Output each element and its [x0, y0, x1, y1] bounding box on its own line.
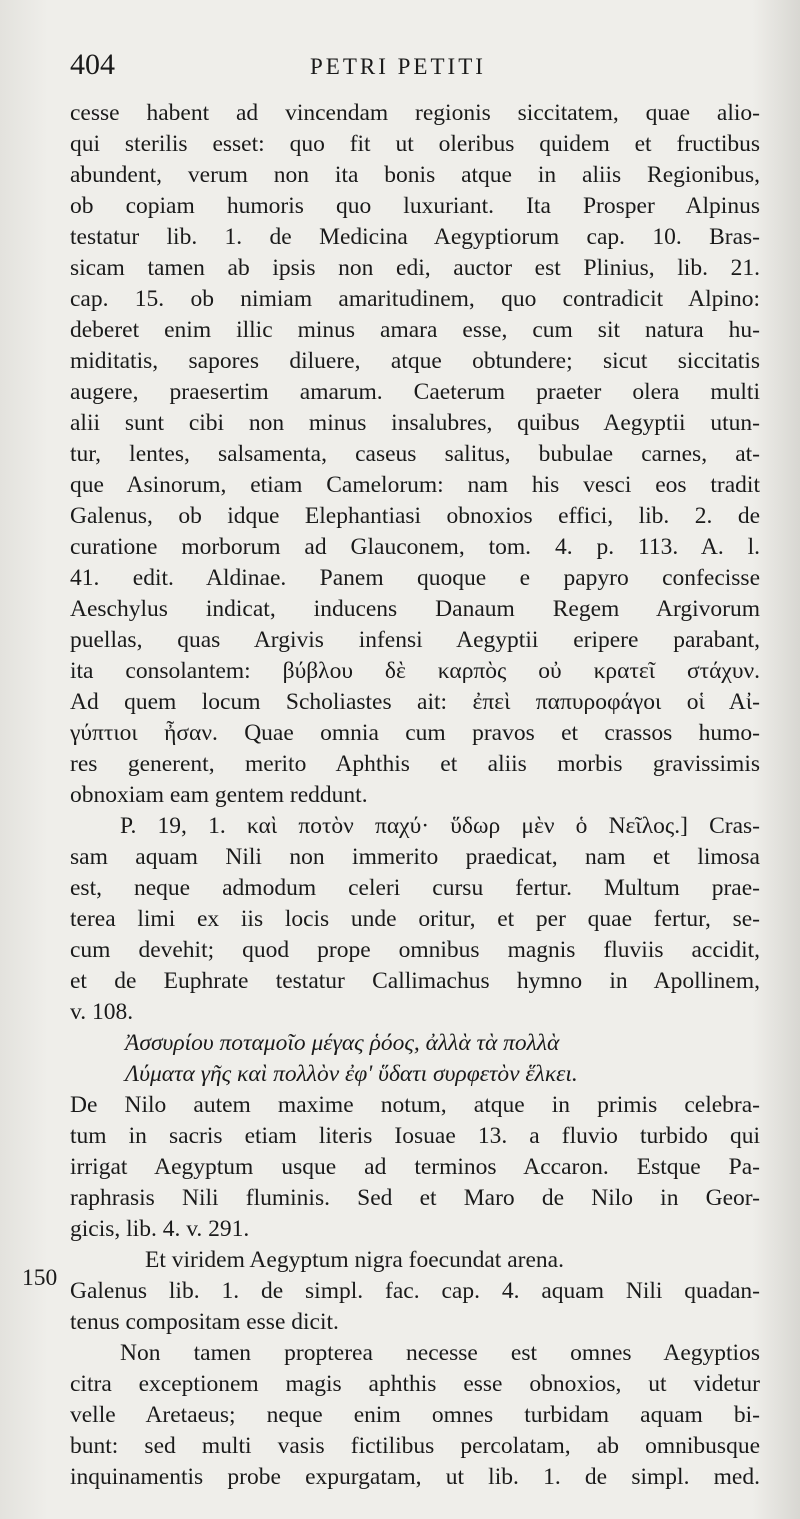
text-line: sicam tamen ab ipsis non edi, auctor est Plinius, lib. 21.	[70, 255, 760, 281]
text-line: velle Aretaeus; neque enim omnes turbidam aquam bi-	[70, 1402, 760, 1428]
text-line: est, neque admodum celeri cursu fertur. Multum prae-	[70, 875, 760, 901]
text-line: raphrasis Nili fluminis. Sed et Maro de Nilo in Geor-	[70, 1185, 760, 1211]
text-line: irrigat Aegyptum usque ad terminos Accaron. Estque Pa-	[70, 1154, 760, 1180]
margin-line-number: 150	[22, 1265, 58, 1291]
text-line: 41. edit. Aldinae. Panem quoque e papyro confecisse	[70, 565, 760, 591]
text-line: terea limi ex iis locis unde oritur, et per quae fertur, se-	[70, 906, 760, 932]
text-line: P. 19, 1. καὶ ποτὸν παχύ· ὕδωρ μὲν ὁ Νεῖλος.] Cras-	[120, 813, 760, 839]
text-line: augere, praesertim amarum. Caeterum praeter olera multi	[70, 379, 760, 405]
text-line: Et viridem Aegyptum nigra foecundat arena.	[145, 1247, 564, 1273]
text-line: deberet enim illic minus amara esse, cum sit natura hu-	[70, 317, 760, 343]
page-number: 404	[70, 48, 115, 81]
text-line: cum devehit; quod prope omnibus magnis fluviis accidit,	[70, 937, 760, 963]
text-line: cesse habent ad vincendam regionis siccitatem, quae alio-	[70, 100, 760, 126]
body-text	[70, 98, 760, 1493]
text-line: Λύματα γῆς καὶ πολλὸν ἐφ' ὕδατι συρφετὸν ἕλκει.	[125, 1061, 578, 1087]
text-line: tum in sacris etiam literis Iosuae 13. a fluvio turbido qui	[70, 1123, 760, 1149]
text-line: inquinamentis probe expurgatam, ut lib. 1. de simpl. med.	[70, 1464, 760, 1490]
text-line: Ἀσσυρίου ποταμοῖο μέγας ῥόος, ἀλλὰ τὰ πολλὰ	[125, 1030, 560, 1056]
text-line: Galenus lib. 1. de simpl. fac. cap. 4. aquam Nili quadan-	[70, 1278, 760, 1304]
page-header	[70, 48, 760, 88]
text-line: res generent, merito Aphthis et aliis morbis gravissimis	[70, 751, 760, 777]
text-line: citra exceptionem magis aphthis esse obnoxios, ut videtur	[70, 1371, 760, 1397]
text-line: miditatis, sapores diluere, atque obtundere; sicut siccitatis	[70, 348, 760, 374]
text-line: gicis, lib. 4. v. 291.	[70, 1216, 250, 1242]
text-line: testatur lib. 1. de Medicina Aegyptiorum cap. 10. Bras-	[70, 224, 760, 250]
text-line: tur, lentes, salsamenta, caseus salitus, bubulae carnes, at-	[70, 441, 760, 467]
text-line: v. 108.	[70, 999, 134, 1025]
text-line: obnoxiam eam gentem reddunt.	[70, 782, 368, 808]
text-line: puellas, quas Argivis infensi Aegyptii eripere parabant,	[70, 627, 760, 653]
text-line: cap. 15. ob nimiam amaritudinem, quo contradicit Alpino:	[70, 286, 760, 312]
text-line: Galenus, ob idque Elephantiasi obnoxios effici, lib. 2. de	[70, 503, 760, 529]
text-line: Aeschylus indicat, inducens Danaum Regem Argivorum	[70, 596, 760, 622]
text-line: abundent, verum non ita bonis atque in aliis Regionibus,	[70, 162, 760, 188]
text-line: et de Euphrate testatur Callimachus hymno in Apollinem,	[70, 968, 760, 994]
text-line: Non tamen propterea necesse est omnes Aegyptios	[120, 1340, 760, 1366]
text-line: De Nilo autem maxime notum, atque in primis celebra-	[70, 1092, 760, 1118]
running-head: PETRI PETITI	[310, 54, 486, 79]
text-line: curatione morborum ad Glauconem, tom. 4. p. 113. A. l.	[70, 534, 760, 560]
text-line: sam aquam Nili non immerito praedicat, nam et limosa	[70, 844, 760, 870]
text-line: que Asinorum, etiam Camelorum: nam his vesci eos tradit	[70, 472, 760, 498]
text-line: γύπτιοι ἦσαν. Quae omnia cum pravos et crassos humo-	[70, 720, 760, 746]
text-line: ob copiam humoris quo luxuriant. Ita Prosper Alpinus	[70, 193, 760, 219]
text-line: qui sterilis esset: quo fit ut oleribus quidem et fructibus	[70, 131, 760, 157]
text-line: bunt: sed multi vasis fictilibus percolatam, ab omnibusque	[70, 1433, 760, 1459]
text-line: tenus compositam esse dicit.	[70, 1309, 339, 1335]
text-line: ita consolantem: βύβλου δὲ καρπὸς οὐ κρατεῖ στάχυν.	[70, 658, 760, 684]
text-line: Ad quem locum Scholiastes ait: ἐπεὶ παπυροφάγοι οἱ Αἰ-	[70, 689, 760, 715]
text-line: alii sunt cibi non minus insalubres, quibus Aegyptii utun-	[70, 410, 760, 436]
